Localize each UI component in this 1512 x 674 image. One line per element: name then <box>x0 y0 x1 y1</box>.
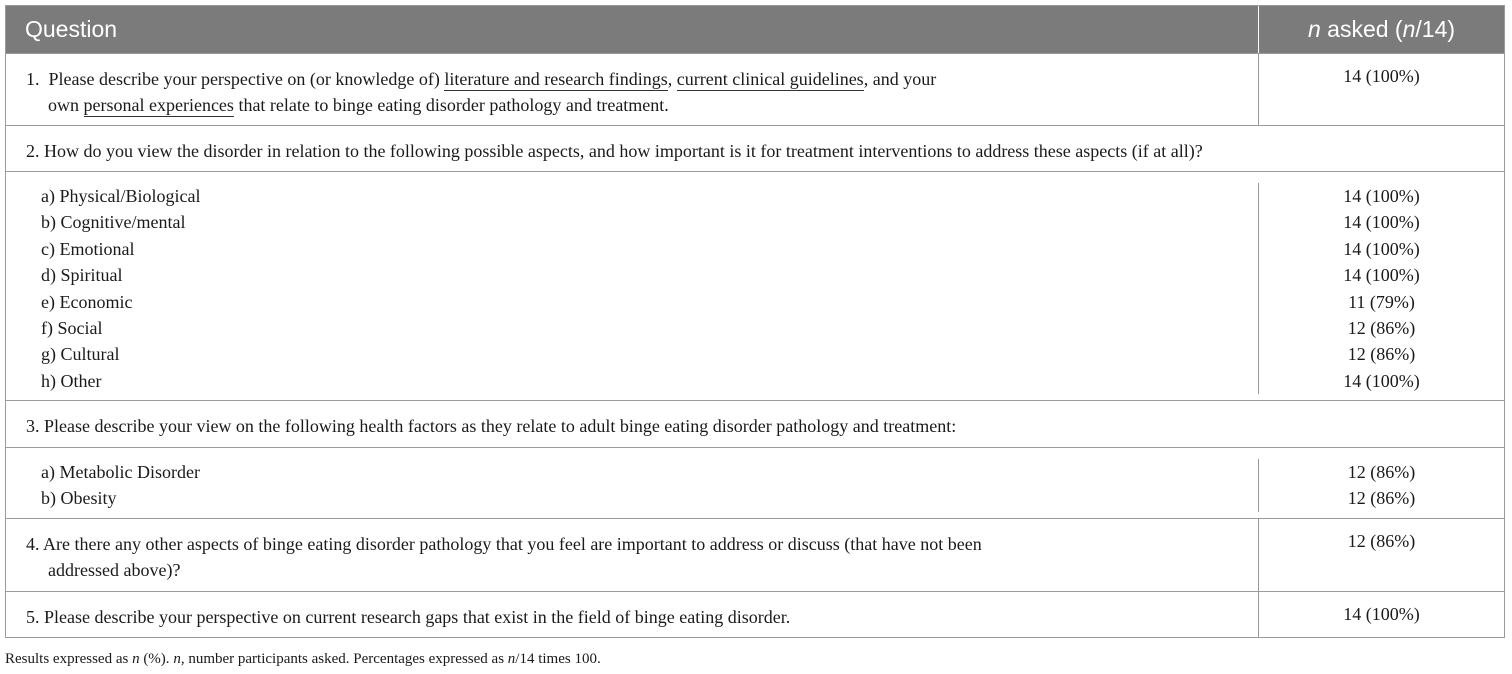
list-item <box>6 368 1504 394</box>
header-n-asked-end: /14) <box>1415 16 1456 42</box>
list-item <box>6 262 1504 288</box>
q3-item-value: 12 (86%) <box>1347 462 1416 482</box>
footnote-n-italic: n <box>132 651 140 667</box>
q2-item-value: 14 (100%) <box>1343 186 1420 206</box>
header-n-asked-mid: asked ( <box>1320 16 1403 42</box>
q1-underlined-literature: literature and research findings <box>444 69 668 89</box>
table-row-q2-items <box>6 171 1504 400</box>
q5-text: 5. Please describe your perspective on current research gaps that exist in the field of binge eating disorder. <box>26 607 791 627</box>
footnote-part: /14 times 100. <box>515 651 601 667</box>
table-row-q3-items <box>6 447 1504 518</box>
q1-sep: , <box>667 69 677 89</box>
q3-item-label: a) Metabolic Disorder <box>6 459 1259 485</box>
q1-underlined-guidelines: current clinical guidelines <box>676 69 864 89</box>
q4-line2: addressed above)? <box>48 560 181 580</box>
question-5 <box>6 592 1259 637</box>
question-4 <box>6 519 1259 591</box>
footnote-n-italic: n <box>507 651 516 667</box>
table-row-q3 <box>6 400 1504 447</box>
header-n-italic-2: n <box>1402 16 1416 42</box>
q2-item-value: 14 (100%) <box>1343 265 1420 286</box>
q2-item-label: e) Economic <box>6 289 1259 315</box>
q1-line2-pre: own <box>48 95 84 115</box>
question-3 <box>6 401 1504 447</box>
questions-table <box>5 5 1505 638</box>
q2-item-label: d) Spiritual <box>6 262 1259 288</box>
list-item <box>6 341 1504 367</box>
q1-value: 14 (100%) <box>1343 66 1420 86</box>
q2-item-value: 14 (100%) <box>1343 370 1420 391</box>
list-item <box>6 209 1504 235</box>
footnote-part: (%). <box>139 651 174 667</box>
q2-item-value: 12 (86%) <box>1347 344 1416 365</box>
list-item <box>6 315 1504 341</box>
header-n-italic: n <box>1307 16 1321 42</box>
header-n-asked <box>1259 16 1504 43</box>
q4-line1: 4. Are there any other aspects of binge eating disorder pathology that you feel are important to address or discuss (that have not been <box>26 534 982 554</box>
table-row-q2 <box>6 125 1504 171</box>
q2-item-label: c) Emotional <box>6 236 1259 262</box>
list-item <box>6 459 1504 485</box>
q2-item-label: b) Cognitive/mental <box>6 209 1259 235</box>
list-item <box>6 485 1504 511</box>
footnote-n-italic: n <box>173 651 181 667</box>
question-1 <box>6 54 1259 125</box>
q3-text: 3. Please describe your view on the following health factors as they relate to adult binge eating disorder pathology and treatment: <box>26 416 957 436</box>
q2-item-value: 14 (100%) <box>1343 212 1420 233</box>
q3-item-value: 12 (86%) <box>1347 488 1416 509</box>
q2-item-value: 12 (86%) <box>1347 318 1416 339</box>
q2-item-label: a) Physical/Biological <box>6 183 1259 209</box>
table-row-q1 <box>6 53 1504 125</box>
list-item <box>6 236 1504 262</box>
q2-item-value: 11 (79%) <box>1348 291 1415 312</box>
q2-text: 2. How do you view the disorder in relation to the following possible aspects, and how important is it for treatment interventions to address these aspects (if at all)? <box>26 141 1203 161</box>
q1-text-pre: Please describe your perspective on (or knowledge of) <box>48 69 445 89</box>
q2-item-label: g) Cultural <box>6 341 1259 367</box>
q5-value: 14 (100%) <box>1343 604 1420 624</box>
list-item <box>6 183 1504 209</box>
q1-underlined-experiences: personal experiences <box>83 95 234 115</box>
q1-line2-post: that relate to binge eating disorder pathology and treatment. <box>233 95 669 115</box>
q2-item-label: h) Other <box>6 368 1259 394</box>
table-header <box>6 6 1504 53</box>
table-row-q5 <box>6 591 1504 637</box>
list-item <box>6 289 1504 315</box>
header-question: Question <box>6 6 1259 53</box>
footnote-part: , number participants asked. Percentages expressed as <box>180 651 508 667</box>
q1-text-mid: , and your <box>863 69 937 89</box>
q1-number: 1. <box>26 69 40 89</box>
q3-item-label: b) Obesity <box>6 485 1259 511</box>
q2-item-value: 14 (100%) <box>1343 238 1420 259</box>
table-footnote <box>5 651 601 668</box>
q4-value: 12 (86%) <box>1347 531 1416 551</box>
table-row-q4 <box>6 518 1504 591</box>
footnote-part: Results expressed as <box>5 651 133 667</box>
q2-item-label: f) Social <box>6 315 1259 341</box>
question-2 <box>6 126 1504 171</box>
